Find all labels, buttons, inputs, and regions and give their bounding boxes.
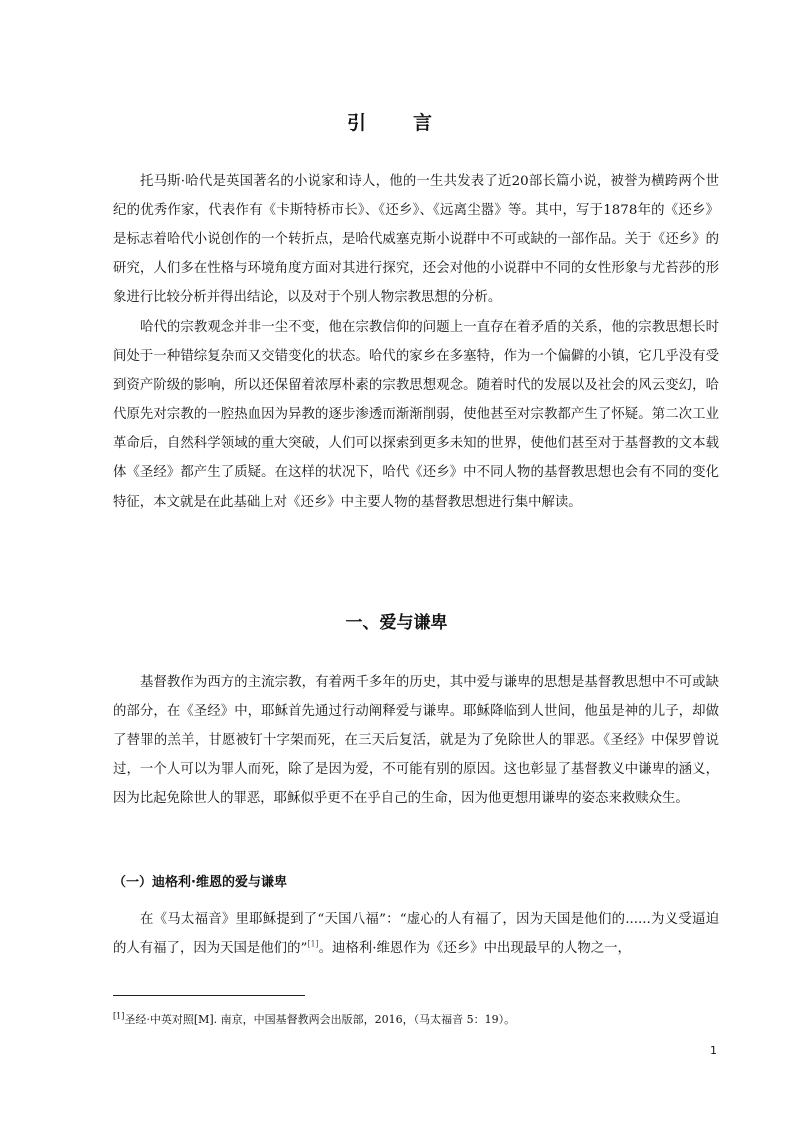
- section-title: 一、爱与谦卑: [345, 613, 448, 633]
- footnote-mark: [1]: [113, 1011, 125, 1021]
- citation-reference: [1]: [307, 939, 319, 949]
- footnote-divider: [113, 995, 305, 996]
- subheading: （一）迪格利·维恩的爱与谦卑: [113, 875, 287, 890]
- footnote-text: 圣经·中英对照[M]. 南京，中国基督教两会出版部，2016，（马太福音 5：19）。: [124, 1013, 516, 1026]
- quote-paragraph: [113, 905, 719, 963]
- quote-text-after: 。迪格利·维恩作为《还乡》中出现最早的人物之一，: [318, 941, 631, 957]
- page-title: 引 言: [346, 112, 446, 134]
- intro-paragraph-2: 哈代的宗教观念并非一尘不变，他在宗教信仰的问题上一直存在着矛盾的关系，他的宗教思想长时间处于一种错综复杂而又交错变化的状态。哈代的家乡在多塞特，作为一个偏僻的小镇，它几乎没有受到资产阶级的影响，所以还保留着浓厚朴素的宗教思想观念。随着时代的发展以及社会的风云变幻，哈代原先对宗教的一腔热血因为异教的逐步渗透而渐渐削弱，使他甚至对宗教都产生了怀疑。第二次工业革命后，自然科学领域的重大突破，人们可以探索到更多未知的世界，使他们甚至对于基督教的文本载体《圣经》都产生了质疑。在这样的状况下，哈代《还乡》中不同人物的基督教思想也会有不同的变化特征，本文就是在此基础上对《还乡》中主要人物的基督教思想进行集中解读。: [113, 320, 719, 510]
- section-paragraph: 基督教作为西方的主流宗教，有着两千多年的历史，其中爱与谦卑的思想是基督教思想中不可或缺的部分，在《圣经》中，耶稣首先通过行动阐释爱与谦卑。耶稣降临到人世间，他虽是神的儿子，却做了替罪的羔羊，甘愿被钉十字架而死，在三天后复活，就是为了免除世人的罪恶。《圣经》中保罗曾说过，一个人可以为罪人而死，除了是因为爱，不可能有别的原因。这也彰显了基督教义中谦卑的涵义，因为比起免除世人的罪恶，耶稣似乎更不在乎自己的生命，因为他更想用谦卑的姿态来救赎众生。: [113, 675, 719, 807]
- quote-text-before: 在《马太福音》里耶稣提到了“天国八福”：“虚心的人有福了，因为天国是他们的......为义受逼迫的人有福了，因为天国是他们的”: [113, 912, 719, 957]
- page-number: 1: [710, 1044, 717, 1057]
- intro-paragraph-1: 托马斯·哈代是英国著名的小说家和诗人，他的一生共发表了近20部长篇小说，被誉为横跨两个世纪的优秀作家，代表作有《卡斯特桥市长》、《还乡》、《远离尘嚣》等。其中，写于1878年的《还乡》是标志着哈代小说创作的一个转折点，是哈代威塞克斯小说群中不可或缺的一部作品。关于《还乡》的研究，人们多在性格与环境角度方面对其进行探究，还会对他的小说群中不同的女性形象与尤苔莎的形象进行比较分析并得出结论，以及对于个别人物宗教思想的分析。: [113, 174, 719, 306]
- footnote: [113, 1011, 515, 1027]
